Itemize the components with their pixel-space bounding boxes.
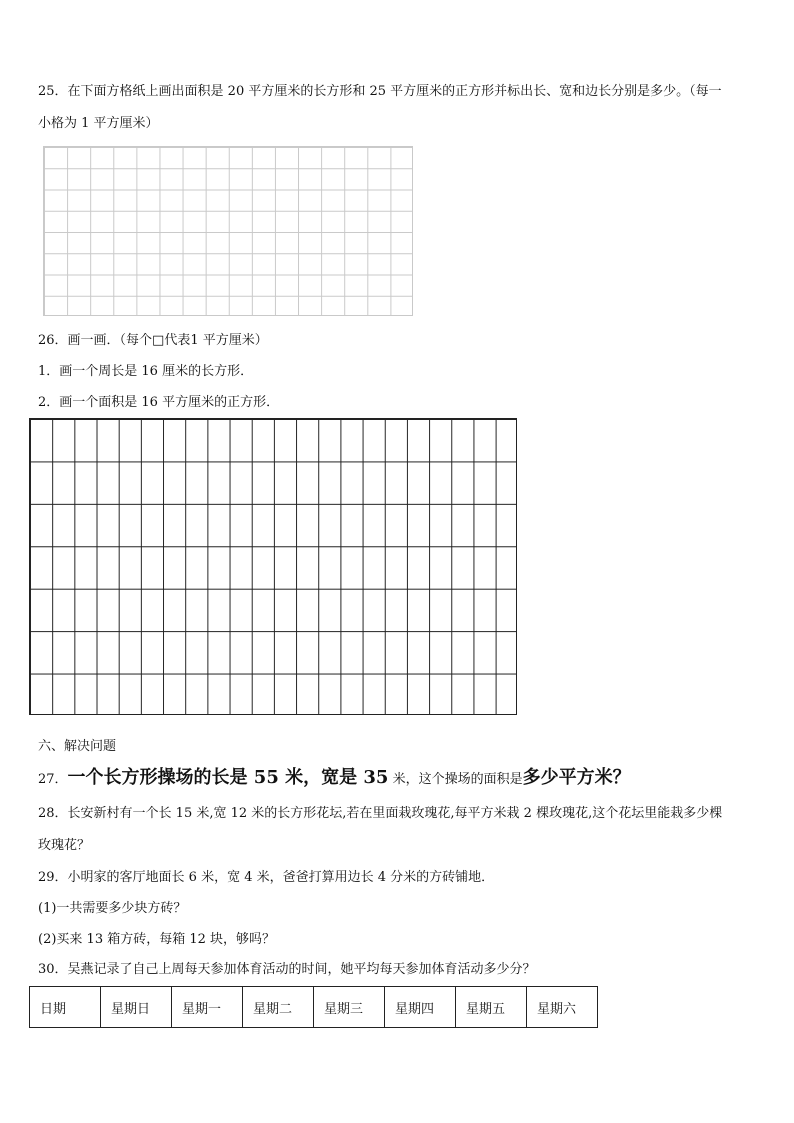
table-cell-saturday: 星期六 (527, 987, 598, 1028)
q30-text: 30．吴燕记录了自己上周每天参加体育活动的时间，她平均每天参加体育活动多少分？ (38, 962, 536, 977)
q26-title: 26．画一画．（每个□代表1 平方厘米） (38, 333, 268, 348)
table-cell-monday: 星期一 (172, 987, 243, 1028)
table-cell-friday: 星期五 (456, 987, 527, 1028)
q29-sub-1: (1)一共需要多少块方砖？ (38, 901, 187, 916)
q27-question-end: 多少平方米？ (522, 767, 631, 788)
table-cell-thursday: 星期四 (385, 987, 456, 1028)
table-cell-wednesday: 星期三 (314, 987, 385, 1028)
q29-text: 29．小明家的客厅地面长 6 米，宽 4 米，爸爸打算用边长 4 分米的方砖铺地． (38, 870, 495, 885)
grid-paper-small[interactable] (43, 146, 413, 316)
q26-item-2: 2．画一个面积是 16 平方厘米的正方形． (38, 395, 280, 410)
grid-paper-large[interactable] (29, 418, 517, 715)
q27-text (38, 767, 631, 791)
q26-item-1: 1．画一个周长是 16 厘米的长方形． (38, 364, 254, 379)
q28-text-line2: 玫瑰花？ (38, 838, 91, 853)
table-cell-sunday: 星期日 (101, 987, 172, 1028)
q27-question-middle: 米，这个操场的面积是 (388, 772, 523, 787)
q27-question-main: 一个长方形操场的长是 55 米，宽是 35 (67, 767, 389, 788)
table-cell-date: 日期 (30, 987, 101, 1028)
q29-sub-2: (2)买来 13 箱方砖，每箱 12 块，够吗？ (38, 932, 276, 947)
table-cell-tuesday: 星期二 (243, 987, 314, 1028)
q28-text-line1: 28．长安新村有一个长 15 米,宽 12 米的长方形花坛,若在里面栽玫瑰花,每平方米栽 2 棵玫瑰花,这个花坛里能栽多少棵 (38, 806, 723, 821)
table-row (30, 987, 598, 1028)
q27-number: 27． (38, 772, 68, 787)
q25-text-line1: 25．在下面方格纸上画出面积是 20 平方厘米的长方形和 25 平方厘米的正方形并标出长、宽和边长分别是多少。（每一 (38, 84, 722, 99)
q25-text-line2: 小格为 1 平方厘米） (38, 116, 159, 131)
section-title: 六、解决问题 (38, 739, 117, 754)
weekday-table (29, 986, 598, 1028)
